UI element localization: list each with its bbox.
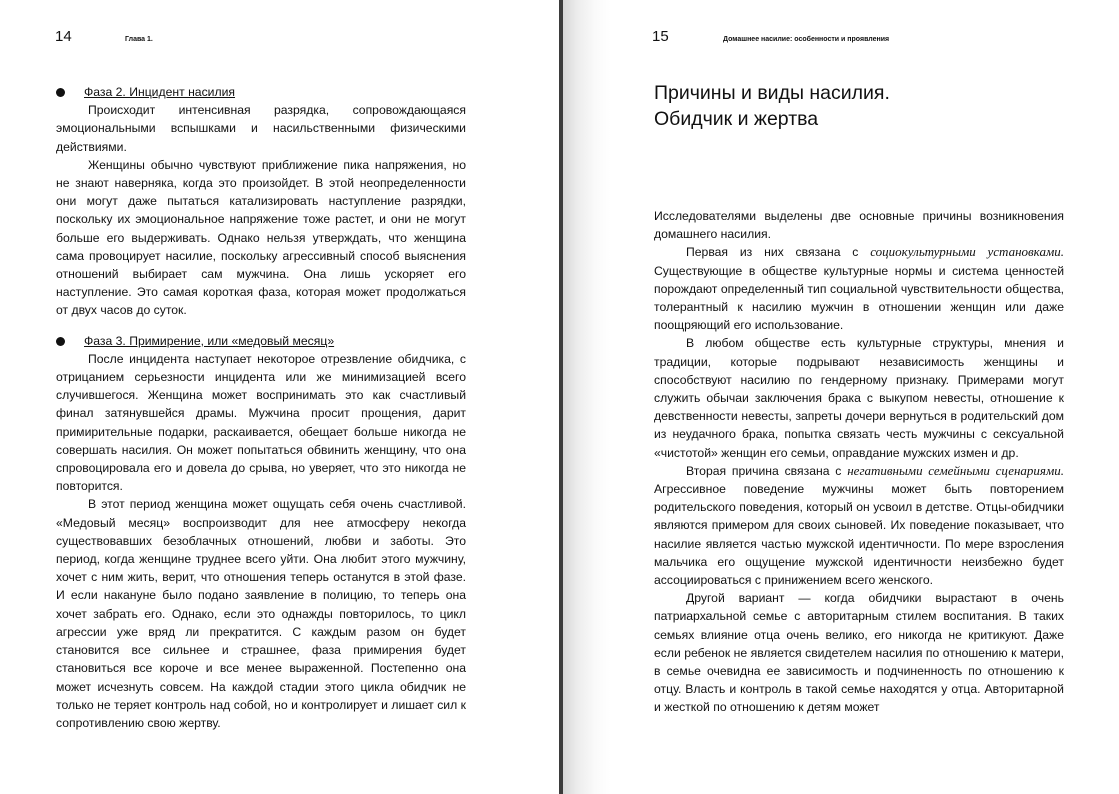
phase-3-title: Фаза 3. Примирение, или «медовый месяц»	[84, 333, 335, 348]
left-page-text	[56, 83, 466, 732]
paragraph: Женщины обычно чувствуют приближение пика напряжения, но не знают наверняка, когда это произойдет. В этой неопределенности они могут даже пытаться катализировать наступление разрядки, поскольку их эмоциональное напряжение тоже растет, и они не могут больше его выдерживать. Однако нельзя утверждать, что женщина сама провоцирует насилие, поскольку агрессивный способ выяснения отношений выбирает сам мужчина. Она лишь ускоряет его наступление. Это самая короткая фаза, которая может продолжаться от двух часов до суток.	[56, 157, 466, 318]
paragraph: После инцидента наступает некоторое отрезвление обидчика, с отрицанием серьезности инцидента или же минимизацией всего случившегося. Женщина может воспринимать это как счастливый финал затянувшейся драмы. Мужчина просит прощения, дарит примирительные подарки, раскаивается, обещает больше никогда не совершать насилия. Он может попытаться обвинить женщину, что она спровоцировала его и довела до срыва, но уверяет, что это никогда не повторится.	[56, 351, 466, 494]
paragraph: Происходит интенсивная разрядка, сопровождающаяся эмоциональными вспышками и насильственными физическими действиями.	[56, 103, 466, 154]
paragraph: Первая из них связана с социокультурными установками. Существующие в обществе культурные нормы и система ценностей порождают определенный тип социальной чувствительности общества, толерантный к насилию мужчин в отношении женщин или даже поощряющий его использование.	[654, 244, 1064, 333]
right-page-text	[654, 207, 1064, 717]
running-head-left: Глава 1.	[125, 36, 153, 43]
phase-2-heading	[84, 83, 466, 101]
phase-3-heading	[84, 332, 466, 350]
running-head-right: Домашнее насилие: особенности и проявления	[723, 36, 890, 43]
chapter-title-line-2: Обидчик и жертва	[654, 108, 819, 130]
bullet-icon	[56, 88, 65, 97]
paragraph: Исследователями выделены две основные причины возникновения домашнего насилия.	[654, 209, 1064, 242]
phase-2-title: Фаза 2. Инцидент насилия	[84, 85, 236, 99]
italic-term: социокультурными установками.	[870, 244, 1064, 260]
paragraph: В этот период женщина может ощущать себя очень счастливой. «Медовый месяц» воспроизводит для нее атмосферу некогда существовавших безоблачных отношений, любви и заботы. Это период, когда женщине труднее всего уйти. Она любит этого мужчину, хочет с ним жить, верит, что отношения теперь останутся в этой фазе. И если накануне было подано заявление в полицию, то теперь она хочет забрать его. Однако, если это однажды повторилось, то цикл агрессии уже вряд ли прекратится. С каждым разом он будет становится все сильнее и страшнее, фаза примирения будет становиться все короче и все менее выраженной. Постепенно она может исчезнуть совсем. На каждой стадии этого цикла обидчик не только не теряет контроль над собой, но и контролирует и лишает сил к сопротивлению свою жертву.	[56, 497, 466, 730]
page-number-right: 15	[652, 28, 669, 45]
paragraph: В любом обществе есть культурные структуры, мнения и традиции, которые подрывают независимость женщины и способствуют насилию по гендерному признаку. Примерами могут служить обычаи заключения брака с выкупом невесты, отношение к девственности невесты, запреты дочери вернуться в родительский дом из неудачного брака, попытка связать честь мужчины с сексуальной «чистотой» женщин его семьи, оправдание мужских измен и др.	[654, 336, 1064, 460]
paragraph: Вторая причина связана с негативными семейными сценариями. Агрессивное поведение мужчины может быть повторением родительского поведения, который он усвоил в детстве. Отцы-обидчики являются примером для своих сыновей. Их поведение показывает, что насилие является частью мужской идентичности. По мере взросления мальчика его ощущение мужской идентичности неизбежно будет ассоциироваться с принижением всего женского.	[654, 462, 1065, 588]
page-number-left: 14	[55, 28, 72, 45]
paragraph: Другой вариант — когда обидчики вырастают в очень патриархальной семье с авторитарным стилем воспитания. В таких семьях влияние отца очень велико, его никогда не критикуют. Даже если ребенок не является свидетелем насилия по отношению к матери, в семье очевидна ее зависимость и подчиненность по отношению к отцу. Власть и контроль в такой семье находятся у отца. Авторитарной и жесткой по отношению к детям может	[654, 591, 1064, 715]
italic-term: негативными семейными сценариями.	[847, 462, 1065, 478]
chapter-title-line-1: Причины и виды насилия.	[654, 82, 890, 104]
chapter-title	[654, 80, 1074, 132]
bullet-icon	[56, 337, 65, 346]
